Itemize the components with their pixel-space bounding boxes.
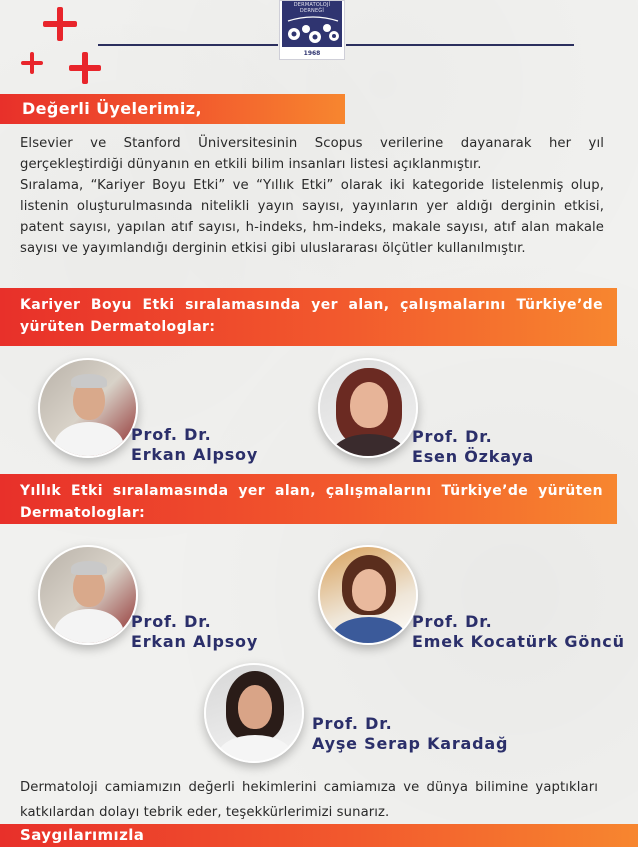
header-line-right [346, 44, 574, 46]
annual-person-2-name: Emek Kocatürk Göncü [412, 632, 625, 651]
annual-person-1-title: Prof. Dr. [131, 612, 212, 631]
red-cross-icon-top [43, 7, 77, 41]
closing-paragraph: Dermatoloji camiamızın değerli hekimlerini camiamıza ve dünya bilimine yaptıkları katkılardan dolayı tebrik eder, teşekkürlerimizi sunarız. [20, 780, 598, 820]
association-logo [279, 0, 345, 60]
signoff-bar [0, 824, 638, 847]
career-section-heading-text: Kariyer Boyu Etki sıralamasında yer alan, çalışmalarını Türkiye’de yürüten Dermatologlar: [20, 297, 603, 335]
annual-person-3-name: Ayşe Serap Karadağ [312, 734, 509, 753]
annual-section-heading [0, 474, 617, 524]
red-cross-icon-right [69, 52, 101, 84]
intro-paragraph: Elsevier ve Stanford Üniversitesinin Scopus verilerine dayanarak her yıl gerçekleştirdiği dünyanın en etkili bilim insanları listesi açıklanmıştır. [20, 136, 604, 172]
avatar-ayse-serap-karadag [204, 663, 304, 763]
avatar-emek-kocaturk-goncu [318, 545, 418, 645]
logo-year: 1968 [303, 50, 321, 57]
career-section-heading [0, 288, 617, 346]
annual-person-3-title: Prof. Dr. [312, 714, 393, 733]
career-person-2-title: Prof. Dr. [412, 427, 493, 446]
greeting-text: Değerli Üyelerimiz, [22, 99, 202, 118]
annual-section-heading-text: Yıllık Etki sıralamasında yer alan, çalışmalarını Türkiye’de yürüten Dermatologlar: [20, 483, 603, 521]
career-person-1-name: Erkan Alpsoy [131, 445, 259, 464]
career-person-1-title: Prof. Dr. [131, 425, 212, 444]
annual-person-1-name: Erkan Alpsoy [131, 632, 259, 651]
career-person-2-name: Esen Özkaya [412, 447, 535, 466]
logo-text: DERMATOLOJİ DERNEĞİ [293, 2, 331, 14]
avatar-esen-ozkaya [318, 358, 418, 458]
annual-person-2-title: Prof. Dr. [412, 612, 493, 631]
header-line-left [98, 44, 278, 46]
red-cross-icon-left [21, 52, 43, 74]
logo-emblem-icon [282, 1, 344, 47]
detail-paragraph: Sıralama, “Kariyer Boyu Etki” ve “Yıllık Etki” olarak iki kategoride listelenmiş olup, listenin oluşturulmasında nitelikli yayın sayısı, yayınların yer aldığı derginin etkisi, patent sayısı, yapılan atıf sayısı, h-indeks, hm-indeks, makale sayısı, atıf alan makale sayısı ve yayımlandığı derginin etkisi gibi uluslararası ölçütler kullanılmıştır. [20, 178, 604, 256]
greeting-bar [0, 94, 345, 124]
avatar-erkan-alpsoy-career [38, 358, 138, 458]
signoff-text: Saygılarımızla [20, 826, 145, 844]
avatar-erkan-alpsoy-annual [38, 545, 138, 645]
